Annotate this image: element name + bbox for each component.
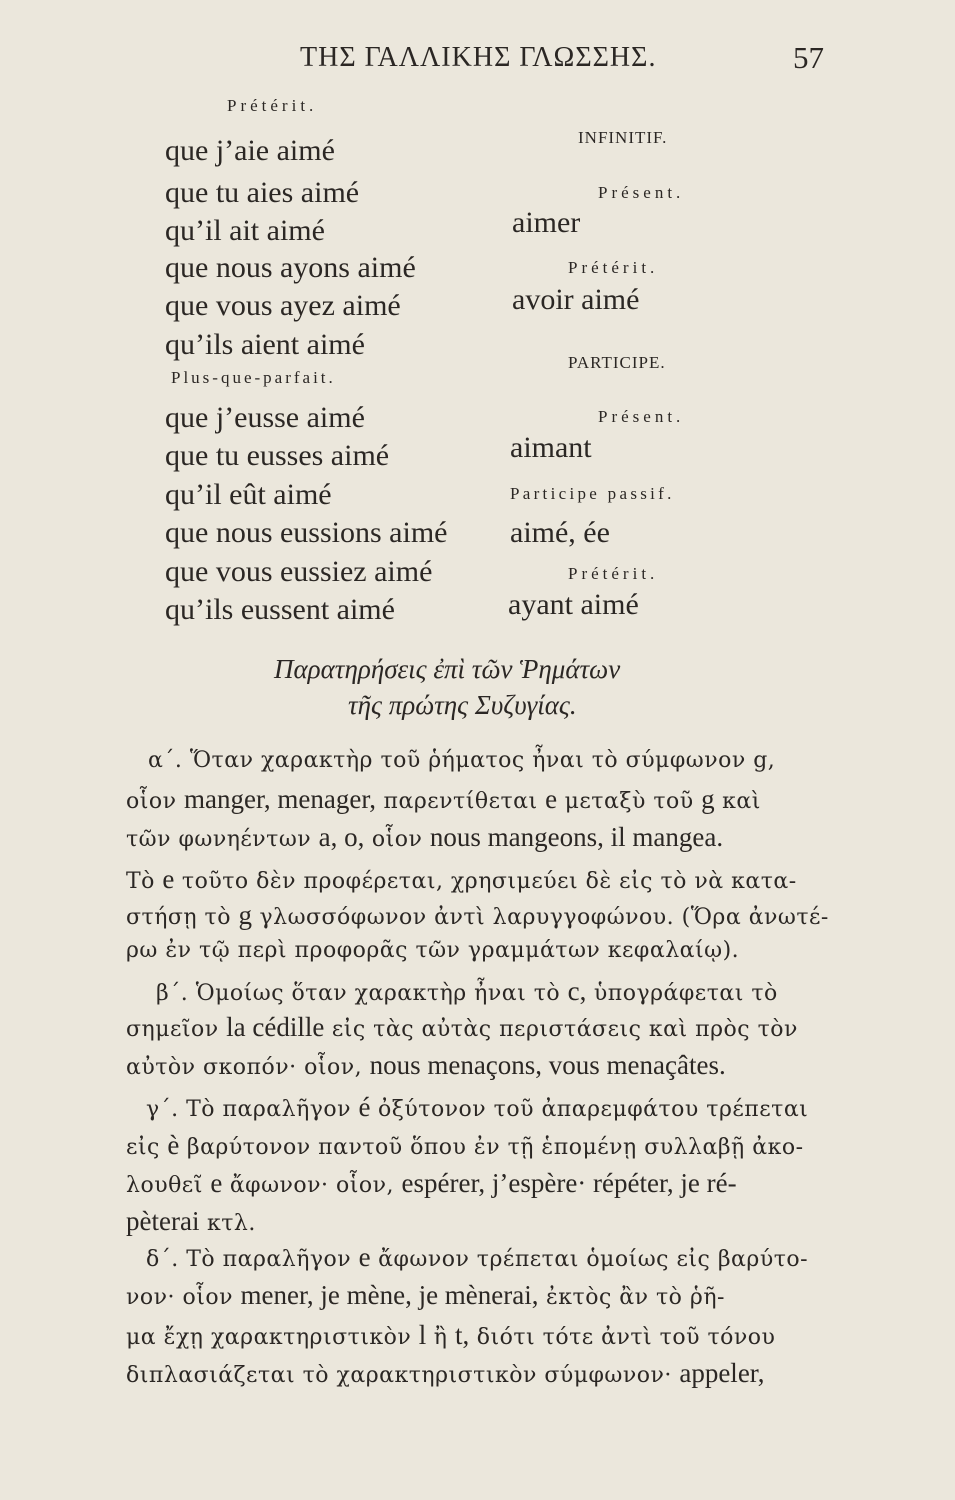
text-line: ρω ἐν τῷ περὶ προφορᾶς τῶν γραμμάτων κεφαλαίῳ). <box>126 938 740 963</box>
text-line: σημεῖον la cédille εἰς τὰς αὐτὰς περιστάσεις καὶ πρὸς τὸν <box>126 1012 798 1042</box>
participle-present-heading: Présent. <box>598 407 685 426</box>
running-header: ΤΗΣ ΓΑΛΛΙΚΗΣ ΓΛΩΣΣΗΣ. <box>300 42 657 73</box>
conjugation-line: que vous eussiez aimé <box>165 555 433 588</box>
participle-preterit-heading: Prétérit. <box>568 564 659 583</box>
participle-preterit: ayant aimé <box>508 588 639 621</box>
conjugation-line: que tu aies aimé <box>165 176 360 209</box>
text-line: διπλασιάζεται τὸ χαρακτηριστικὸν σύμφωνον· appeler, <box>126 1358 765 1388</box>
conjugation-line: qu’ils eussent aimé <box>165 593 395 626</box>
text-line: pèterai κτλ. <box>126 1206 256 1236</box>
text-line: Τὸ e τοῦτο δὲν προφέρεται, χρησιμεύει δὲ εἰς τὸ νὰ κατα- <box>126 864 797 894</box>
conjugation-line: que vous ayez aimé <box>165 289 401 322</box>
conjugation-line: qu’il ait aimé <box>165 214 325 247</box>
text-line: οἷον manger, menager, παρεντίθεται e μεταξὺ τοῦ g καὶ <box>126 784 761 814</box>
section-subtitle: τῆς πρώτης Συζυγίας. <box>348 690 577 720</box>
preterit-heading: Prétérit. <box>227 96 318 115</box>
page-number: 57 <box>793 40 824 75</box>
pluperfect-heading: Plus-que-parfait. <box>171 368 336 387</box>
infinitive-present: aimer <box>512 206 581 239</box>
text-line: β΄. Ὁμοίως ὅταν χαρακτὴρ ἦναι τὸ c, ὑπογράφεται τὸ <box>156 976 778 1006</box>
conjugation-line: que tu eusses aimé <box>165 439 390 472</box>
participle-passive-heading: Participe passif. <box>510 484 675 503</box>
text-line: νον· οἷον mener, je mène, je mènerai, ἐκτὸς ἂν τὸ ῥῆ- <box>126 1280 725 1310</box>
present-heading: Présent. <box>598 183 685 202</box>
infinitif-heading: INFINITIF. <box>578 128 668 147</box>
participe-heading: PARTICIPE. <box>568 353 666 372</box>
text-line: α΄. Ὅταν χαρακτὴρ τοῦ ῥήματος ἦναι τὸ σύμφωνον g, <box>148 748 776 773</box>
conjugation-line: que nous ayons aimé <box>165 251 416 284</box>
text-line: τῶν φωνηέντων a, o, οἷον nous mangeons, il mangea. <box>126 822 724 852</box>
conjugation-line: qu’il eût aimé <box>165 478 332 511</box>
conjugation-line: qu’ils aient aimé <box>165 328 365 361</box>
preterit-heading: Prétérit. <box>568 258 659 277</box>
text-line: δ΄. Τὸ παραλῆγον e ἄφωνον τρέπεται ὁμοίως εἰς βαρύτο- <box>146 1242 809 1272</box>
participle-present: aimant <box>510 431 592 464</box>
text-line: αὐτὸν σκοπόν· οἷον, nous menaçons, vous menaçâtes. <box>126 1050 726 1080</box>
conjugation-line: que nous eussions aimé <box>165 516 448 549</box>
section-title: Παρατηρήσεις ἐπὶ τῶν Ῥημάτων <box>274 654 621 684</box>
text-line: μα ἔχῃ χαρακτηριστικὸν l ἢ t, διότι τότε ἀντὶ τοῦ τόνου <box>126 1320 776 1350</box>
infinitive-preterit: avoir aimé <box>512 283 640 316</box>
text-line: λουθεῖ e ἄφωνον· οἷον, espérer, j’espère· répéter, je ré- <box>126 1168 737 1198</box>
text-line: εἰς è βαρύτονον παντοῦ ὅπου ἐν τῇ ἑπομένῃ συλλαβῇ ἀκο- <box>126 1130 804 1160</box>
conjugation-line: que j’aie aimé <box>165 134 335 167</box>
text-line: γ΄. Τὸ παραλῆγον é ὀξύτονον τοῦ ἀπαρεμφάτου τρέπεται <box>146 1092 809 1122</box>
conjugation-line: que j’eusse aimé <box>165 401 365 434</box>
text-line: στήσῃ τὸ g γλωσσόφωνον ἀντὶ λαρυγγοφώνου. (Ὅρα ἀνωτέ- <box>126 900 829 930</box>
participle-passive: aimé, ée <box>510 516 610 549</box>
